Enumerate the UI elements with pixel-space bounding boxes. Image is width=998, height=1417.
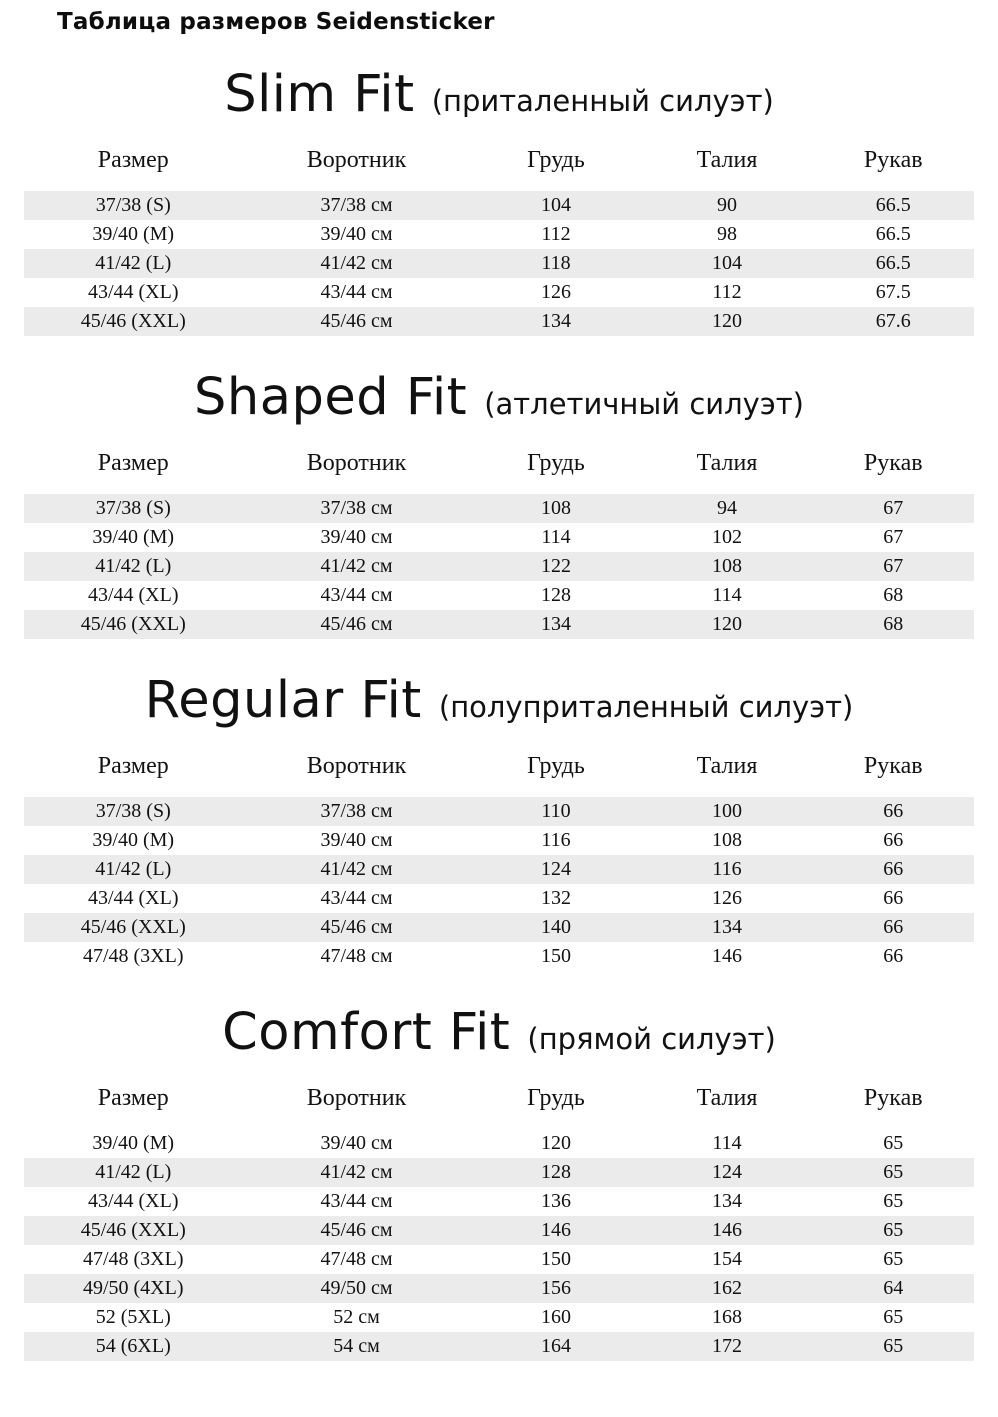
size-chart-sections	[0, 59, 998, 1361]
table-cell: 67	[813, 494, 975, 523]
table-cell: 126	[541, 281, 571, 303]
table-cell: 100	[642, 797, 813, 826]
column-header: Воротник	[306, 752, 407, 779]
table-cell: 94	[642, 494, 813, 523]
header-row	[24, 1075, 974, 1129]
table-cell: 65	[883, 1132, 904, 1154]
table-row	[24, 494, 974, 523]
table-row	[24, 581, 974, 610]
table-cell: 150	[541, 1248, 571, 1270]
table-cell: 146	[712, 945, 742, 967]
table-cell: 108	[471, 494, 642, 523]
table-cell: 66	[813, 797, 975, 826]
table-cell: 45/46 (XXL)	[24, 1216, 243, 1245]
table-cell: 47/48 см	[320, 1248, 393, 1270]
table-row	[24, 307, 974, 336]
column-header: Рукав	[863, 1084, 923, 1111]
table-cell: 39/40 (M)	[92, 223, 175, 245]
table-row	[24, 1332, 974, 1361]
table-row	[24, 1187, 974, 1216]
section-heading	[0, 997, 998, 1069]
table-row	[24, 220, 974, 249]
table-cell: 132	[541, 887, 571, 909]
table-cell: 140	[471, 913, 642, 942]
table-row	[24, 884, 974, 913]
table-row	[24, 249, 974, 278]
column-header: Талия	[696, 146, 758, 173]
column-header: Размер	[97, 146, 169, 173]
table-cell: 156	[471, 1274, 642, 1303]
table-cell: 43/44 (XL)	[87, 1190, 179, 1212]
table-cell: 65	[813, 1332, 975, 1361]
table-row	[24, 191, 974, 220]
table-cell: 112	[712, 281, 742, 303]
table-cell: 150	[541, 945, 571, 967]
table-cell: 134	[471, 307, 642, 336]
table-cell: 67	[883, 526, 904, 548]
table-cell: 43/44 (XL)	[87, 584, 179, 606]
table-cell: 43/44 (XL)	[87, 281, 179, 303]
table-row	[24, 1245, 974, 1274]
table-cell: 124	[642, 1158, 813, 1187]
column-header: Рукав	[863, 146, 923, 173]
table-row	[24, 278, 974, 307]
fit-subtitle: (полуприталенный силуэт)	[438, 690, 854, 724]
table-cell: 45/46 см	[243, 307, 471, 336]
table-cell: 43/44 (XL)	[87, 887, 179, 909]
table-row	[24, 1216, 974, 1245]
table-cell: 65	[813, 1216, 975, 1245]
table-cell: 128	[541, 584, 571, 606]
table-cell: 66	[883, 887, 904, 909]
column-header: Рукав	[863, 449, 923, 476]
column-header: Рукав	[863, 752, 923, 779]
table-cell: 39/40 см	[320, 1132, 393, 1154]
page-title: Таблица размеров Seidensticker	[57, 9, 495, 35]
table-cell: 172	[642, 1332, 813, 1361]
table-cell: 66.5	[813, 191, 975, 220]
table-cell: 37/38 (S)	[24, 191, 243, 220]
table-cell: 45/46 (XXL)	[24, 610, 243, 639]
fit-subtitle: (приталенный силуэт)	[431, 84, 774, 118]
table-row	[24, 855, 974, 884]
table-cell: 41/42 см	[243, 855, 471, 884]
column-header: Грудь	[527, 1084, 585, 1111]
fit-section	[0, 362, 998, 639]
header-row	[24, 743, 974, 797]
table-cell: 120	[642, 610, 813, 639]
table-cell: 108	[712, 829, 742, 851]
table-cell: 164	[471, 1332, 642, 1361]
table-cell: 112	[541, 223, 571, 245]
header-row	[24, 440, 974, 494]
fit-section	[0, 665, 998, 971]
table-cell: 66.5	[875, 223, 911, 245]
table-row	[24, 913, 974, 942]
size-table	[24, 743, 974, 971]
fit-name: Comfort Fit	[222, 1003, 511, 1062]
column-header: Грудь	[527, 752, 585, 779]
table-cell: 114	[712, 1132, 742, 1154]
table-cell: 41/42 см	[243, 1158, 471, 1187]
fit-name: Regular Fit	[144, 671, 422, 730]
table-cell: 52 (5XL)	[95, 1306, 171, 1328]
column-header: Размер	[97, 1084, 169, 1111]
table-cell: 154	[712, 1248, 742, 1270]
table-cell: 49/50 см	[243, 1274, 471, 1303]
table-row	[24, 523, 974, 552]
table-cell: 47/48 (3XL)	[82, 1248, 184, 1270]
table-cell: 39/40 (M)	[92, 1132, 175, 1154]
table-cell: 122	[471, 552, 642, 581]
table-cell: 136	[541, 1190, 571, 1212]
table-cell: 67	[813, 552, 975, 581]
table-cell: 116	[642, 855, 813, 884]
table-cell: 110	[471, 797, 642, 826]
table-cell: 146	[471, 1216, 642, 1245]
table-row	[24, 610, 974, 639]
table-cell: 66	[883, 829, 904, 851]
table-cell: 43/44 см	[320, 1190, 393, 1212]
table-cell: 49/50 (4XL)	[24, 1274, 243, 1303]
table-cell: 45/46 (XXL)	[24, 913, 243, 942]
table-cell: 39/40 (M)	[92, 829, 175, 851]
table-cell: 160	[541, 1306, 571, 1328]
table-cell: 64	[813, 1274, 975, 1303]
table-cell: 47/48 (3XL)	[82, 945, 184, 967]
table-cell: 47/48 см	[320, 945, 393, 967]
table-cell: 67.6	[813, 307, 975, 336]
header-row	[24, 137, 974, 191]
table-cell: 41/42 (L)	[24, 1158, 243, 1187]
table-cell: 41/42 см	[243, 249, 471, 278]
table-cell: 90	[642, 191, 813, 220]
table-row	[24, 1274, 974, 1303]
table-cell: 37/38 см	[243, 494, 471, 523]
table-cell: 134	[471, 610, 642, 639]
table-cell: 43/44 см	[320, 281, 393, 303]
table-cell: 128	[471, 1158, 642, 1187]
table-cell: 39/40 см	[320, 526, 393, 548]
table-cell: 146	[642, 1216, 813, 1245]
fit-subtitle: (прямой силуэт)	[527, 1022, 776, 1056]
column-header: Талия	[696, 752, 758, 779]
column-header: Талия	[696, 1084, 758, 1111]
column-header: Грудь	[527, 449, 585, 476]
table-cell: 68	[813, 610, 975, 639]
table-cell: 41/42 (L)	[24, 552, 243, 581]
column-header: Воротник	[306, 449, 407, 476]
table-cell: 114	[712, 584, 742, 606]
table-cell: 41/42 (L)	[24, 855, 243, 884]
table-cell: 43/44 см	[320, 887, 393, 909]
table-cell: 134	[712, 1190, 742, 1212]
size-table	[24, 1075, 974, 1361]
table-cell: 52 см	[333, 1306, 380, 1328]
table-cell: 54 см	[243, 1332, 471, 1361]
table-cell: 114	[541, 526, 571, 548]
table-row	[24, 826, 974, 855]
size-table	[24, 440, 974, 639]
table-cell: 39/40 см	[320, 223, 393, 245]
table-cell: 120	[642, 307, 813, 336]
table-cell: 65	[813, 1158, 975, 1187]
table-row	[24, 1158, 974, 1187]
table-cell: 102	[712, 526, 742, 548]
table-cell: 37/38 см	[243, 797, 471, 826]
table-cell: 108	[642, 552, 813, 581]
table-row	[24, 552, 974, 581]
table-cell: 39/40 (M)	[92, 526, 175, 548]
table-cell: 65	[883, 1306, 904, 1328]
table-cell: 168	[712, 1306, 742, 1328]
table-row	[24, 797, 974, 826]
table-cell: 65	[883, 1248, 904, 1270]
table-row	[24, 1129, 974, 1158]
column-header: Талия	[696, 449, 758, 476]
table-cell: 37/38 (S)	[24, 494, 243, 523]
section-heading	[0, 59, 998, 131]
table-cell: 65	[883, 1190, 904, 1212]
column-header: Воротник	[306, 146, 407, 173]
fit-name: Slim Fit	[224, 65, 415, 124]
table-cell: 66	[813, 913, 975, 942]
table-cell: 126	[712, 887, 742, 909]
table-cell: 37/38 (S)	[24, 797, 243, 826]
column-header: Размер	[97, 449, 169, 476]
fit-section	[0, 997, 998, 1361]
table-cell: 45/46 см	[243, 610, 471, 639]
table-cell: 162	[642, 1274, 813, 1303]
table-cell: 104	[642, 249, 813, 278]
table-cell: 124	[471, 855, 642, 884]
table-cell: 41/42 (L)	[24, 249, 243, 278]
table-cell: 118	[471, 249, 642, 278]
table-cell: 37/38 см	[243, 191, 471, 220]
table-cell: 68	[883, 584, 904, 606]
column-header: Размер	[97, 752, 169, 779]
table-cell: 66	[883, 945, 904, 967]
table-cell: 41/42 см	[243, 552, 471, 581]
table-cell: 45/46 см	[243, 1216, 471, 1245]
table-cell: 45/46 (XXL)	[24, 307, 243, 336]
section-heading	[0, 665, 998, 737]
table-cell: 45/46 см	[243, 913, 471, 942]
table-cell: 98	[717, 223, 737, 245]
table-cell: 66	[813, 855, 975, 884]
fit-name: Shaped Fit	[194, 368, 468, 427]
table-cell: 116	[541, 829, 571, 851]
section-heading	[0, 362, 998, 434]
table-cell: 67.5	[875, 281, 911, 303]
table-cell: 134	[642, 913, 813, 942]
table-cell: 39/40 см	[320, 829, 393, 851]
table-row	[24, 1303, 974, 1332]
table-cell: 66.5	[813, 249, 975, 278]
table-cell: 43/44 см	[320, 584, 393, 606]
size-table	[24, 137, 974, 336]
table-row	[24, 942, 974, 971]
table-cell: 104	[471, 191, 642, 220]
column-header: Воротник	[306, 1084, 407, 1111]
fit-subtitle: (атлетичный силуэт)	[484, 387, 804, 421]
table-cell: 120	[541, 1132, 571, 1154]
column-header: Грудь	[527, 146, 585, 173]
table-cell: 54 (6XL)	[24, 1332, 243, 1361]
fit-section	[0, 59, 998, 336]
